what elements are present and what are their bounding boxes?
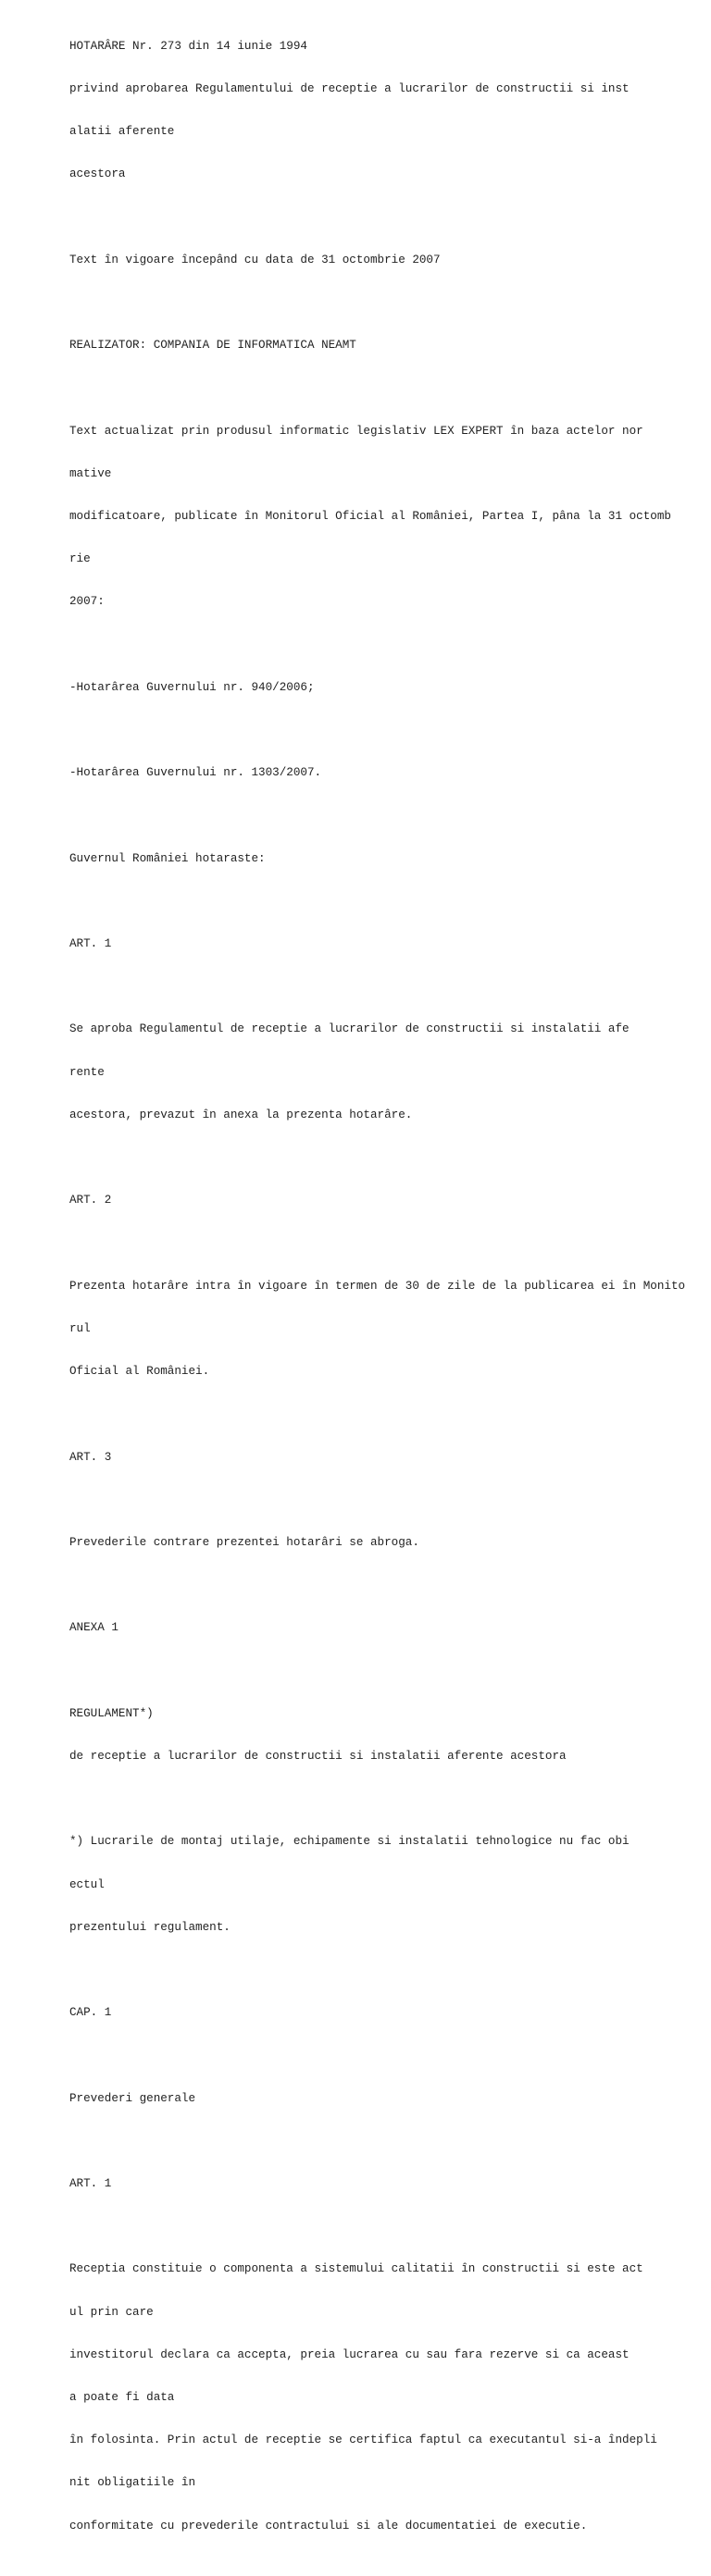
article-body [69, 2235, 699, 2562]
amending-act [69, 737, 699, 809]
text-line: Prevederi generale [69, 2091, 196, 2105]
text-line: HOTARÂRE Nr. 273 din 14 iunie 1994 [69, 39, 307, 53]
text-line: ART. 1 [69, 937, 112, 951]
text-line: Text în vigoare începând cu data de 31 octombrie 2007 [69, 253, 441, 266]
text-line: acestora [69, 167, 126, 181]
text-line: REGULAMENT*) [69, 1706, 154, 1720]
text-line: ART. 2 [69, 1194, 112, 1208]
text-line: *) Lucrarile de montaj utilaje, echipamente si instalatii tehnologice nu fac obi [69, 1835, 630, 1849]
text-line: în folosinta. Prin actul de receptie se certifica faptul ca executantul si-a îndepli [69, 2434, 657, 2447]
article-heading [69, 909, 699, 980]
text-line: -Hotarârea Guvernului nr. 940/2006; [69, 680, 315, 694]
text-line: CAP. 1 [69, 2006, 112, 2020]
text-line: investitorul declara ca accepta, preia lucrarea cu sau fara rezerve si ca aceast [69, 2347, 630, 2361]
text-line: Text actualizat prin produsul informatic legislativ LEX EXPERT în baza actelor nor [69, 424, 643, 438]
text-line: Prevederile contrare prezentei hotarâri se abroga. [69, 1535, 419, 1549]
text-line: ectul [69, 1877, 105, 1891]
text-line: de receptie a lucrarilor de constructii si instalatii aferente acestora [69, 1749, 567, 1763]
decree-title-block [69, 11, 699, 211]
text-line: mative [69, 466, 112, 480]
text-line: nit obligatiile în [69, 2476, 196, 2490]
text-line: ANEXA 1 [69, 1621, 118, 1635]
article-heading [69, 1422, 699, 1493]
article-body [69, 1251, 699, 1407]
text-line: prezentului regulament. [69, 1920, 231, 1934]
text-line: alatii aferente [69, 125, 175, 139]
text-line: rie [69, 552, 91, 566]
validity-note [69, 225, 699, 296]
text-line: rul [69, 1321, 91, 1335]
text-line: ART. 3 [69, 1450, 112, 1464]
text-line: conformitate cu prevederile contractului si ale documentatiei de executie. [69, 2519, 588, 2533]
government-decides [69, 824, 699, 895]
text-line: a poate fi data [69, 2390, 175, 2404]
update-note [69, 396, 699, 638]
article-body [69, 995, 699, 1151]
regulation-title [69, 1678, 699, 1792]
text-line: privind aprobarea Regulamentului de receptie a lucrarilor de constructii si inst [69, 82, 630, 96]
text-line: modificatoare, publicate în Monitorul Oficial al României, Partea I, pâna la 31 octomb [69, 510, 671, 524]
chapter-heading [69, 1977, 699, 2049]
text-line: Prezenta hotarâre intra în vigoare în termen de 30 de zile de la publicarea ei în Monito [69, 1279, 686, 1293]
text-line: Receptia constituie o componenta a sistemului calitatii în constructii si este act [69, 2262, 643, 2276]
producer-note [69, 310, 699, 381]
article-body [69, 1507, 699, 1579]
article-heading [69, 2149, 699, 2220]
footnote [69, 1807, 699, 1963]
text-line: -Hotarârea Guvernului nr. 1303/2007. [69, 766, 322, 780]
text-line: Se aproba Regulamentul de receptie a lucrarilor de constructii si instalatii afe [69, 1022, 630, 1036]
chapter-title [69, 2063, 699, 2135]
amending-act [69, 652, 699, 724]
annex-heading [69, 1593, 699, 1665]
article-heading [69, 1165, 699, 1236]
text-line: ul prin care [69, 2305, 154, 2319]
text-line: rente [69, 1065, 105, 1079]
text-line: Guvernul României hotaraste: [69, 851, 266, 865]
text-line: REALIZATOR: COMPANIA DE INFORMATICA NEAMT [69, 339, 356, 353]
text-line: acestora, prevazut în anexa la prezenta hotarâre. [69, 1108, 413, 1121]
document-page [69, 11, 699, 2576]
text-line: 2007: [69, 595, 105, 609]
text-line: ART. 1 [69, 2176, 112, 2190]
text-line: Oficial al României. [69, 1365, 210, 1379]
